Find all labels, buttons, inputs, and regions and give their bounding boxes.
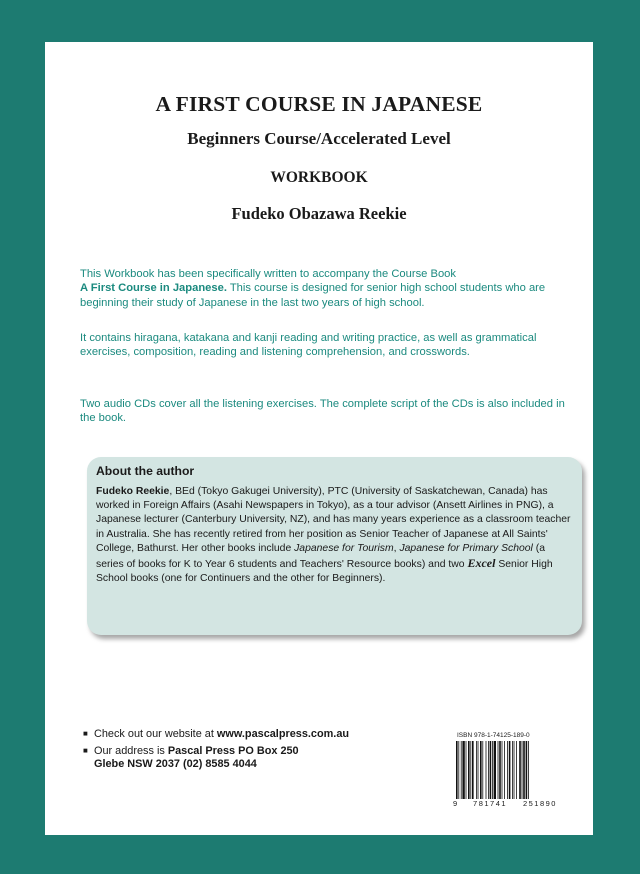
barcode-bar	[498, 741, 499, 799]
barcode-bar	[486, 741, 487, 799]
barcode-bar	[458, 741, 459, 799]
bio-text: Senior High School books (one for Continuers and the other for Beginners).	[96, 559, 553, 585]
author-bio-name: Fudeko Reekie	[96, 486, 170, 497]
barcode-bar	[507, 741, 508, 799]
barcode-image	[453, 741, 558, 799]
author-name: Fudeko Obazawa Reekie	[231, 204, 407, 223]
barcode-bar	[462, 741, 464, 799]
bullet-icon: ■	[83, 746, 88, 755]
book-title-primary: Japanese for Primary School	[399, 542, 533, 554]
barcode-bar	[528, 741, 529, 799]
barcode-bar	[492, 741, 493, 799]
barcode-bar	[490, 741, 492, 799]
book-title: A FIRST COURSE IN JAPANESE	[155, 92, 483, 116]
website-line	[83, 726, 349, 742]
barcode-bar	[494, 741, 496, 799]
barcode-bar	[522, 741, 523, 799]
book-subtitle: Beginners Course/Accelerated Level	[187, 129, 451, 148]
barcode-digits-right: 251890	[522, 799, 557, 808]
barcode-bar	[516, 741, 517, 799]
website-link[interactable]: www.pascalpress.com.au	[216, 728, 350, 740]
address-line-1: Pascal Press PO Box 250	[167, 745, 299, 757]
edition-label: WORKBOOK	[270, 169, 368, 186]
barcode-bar	[472, 741, 474, 799]
barcode-bar	[468, 741, 470, 799]
barcode-bar	[502, 741, 503, 799]
barcode-bar	[509, 741, 511, 799]
address-prefix: Our address is	[94, 745, 168, 757]
excel-series-name: Excel	[467, 556, 496, 571]
barcode-bar	[499, 741, 501, 799]
back-cover-page	[45, 42, 593, 835]
barcode-bar	[482, 741, 483, 799]
barcode-bar	[514, 741, 515, 799]
about-heading: About the author	[96, 464, 195, 478]
blurb-paragraph-3: Two audio CDs cover all the listening exercises. The complete script of the CDs is also included in the book.	[80, 398, 565, 425]
bio-text: (a series of books for K to Year 6 students and Teachers' Resource books) and two	[96, 542, 545, 571]
barcode-digit-first: 9	[453, 799, 458, 808]
barcode-bar	[461, 741, 462, 799]
bio-text: ,	[393, 542, 400, 554]
barcode-bar	[470, 741, 471, 799]
bio-text: , BEd (Tokyo Gakugei University), PTC (University of Saskatchewan, Canada) has worked in Foreign Affairs (Asahi Newspapers in Tokyo), as a tour advisor (Ansett Airlines in PNG), a Japanese lecturer (Canterbury University, NZ), and has many years experience as a classroom teacher in Australia. She has recently retired from her position as Senior Teacher of Japanese at All Saints' College, Bathurst. Her other books include	[96, 486, 571, 554]
about-text	[96, 485, 574, 586]
barcode-bar	[488, 741, 489, 799]
isbn-label: ISBN 978-1-74125-189-0	[457, 732, 530, 739]
blurb-paragraph-2: It contains hiragana, katakana and kanji reading and writing practice, as well as grammatical exercises, composition, reading and listening comprehension, and crosswords.	[80, 332, 537, 359]
about-author-box	[87, 457, 582, 635]
barcode-bar	[480, 741, 482, 799]
barcode-bar	[523, 741, 525, 799]
blurb-text: This course is designed for senior high school students who are beginning their study of Japanese in the last two years of high school.	[80, 282, 546, 309]
website-prefix: Check out our website at	[94, 728, 217, 740]
course-book-title: A First Course in Japanese.	[80, 282, 227, 295]
book-title-tourism: Japanese for Tourism	[294, 542, 394, 554]
barcode-bar	[478, 741, 479, 799]
blurb-paragraph-1	[80, 267, 580, 310]
barcode-bar	[476, 741, 477, 799]
address-line-2: Glebe NSW 2037 (02) 8585 4044	[94, 758, 257, 770]
bullet-icon: ■	[83, 729, 88, 738]
barcode-bar	[504, 741, 505, 799]
blurb-text: This Workbook has been specifically written to accompany the Course Book	[80, 268, 456, 280]
barcode-bar	[456, 741, 458, 799]
barcode-bar	[526, 741, 528, 799]
barcode-digits-left: 781741	[473, 799, 508, 808]
barcode-digits	[453, 799, 557, 808]
address-line	[83, 743, 299, 759]
barcode-bar	[512, 741, 513, 799]
barcode-bar	[519, 741, 521, 799]
barcode-bar	[466, 741, 467, 799]
